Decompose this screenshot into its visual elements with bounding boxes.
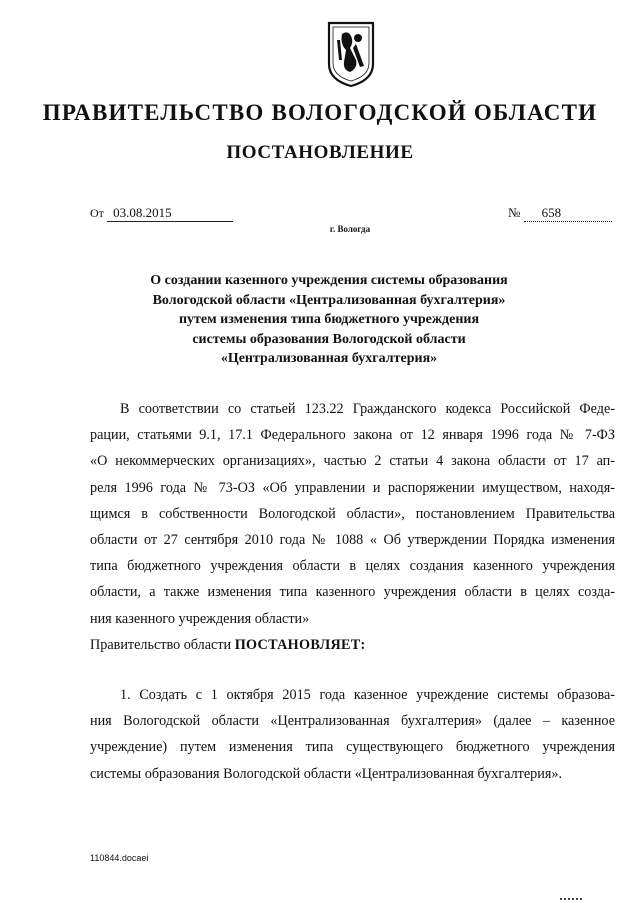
- subject-line: О создании казенного учреждения системы образования: [150, 273, 508, 288]
- city-label: г. Вологда: [329, 224, 371, 234]
- date-value: 03.08.2015: [107, 205, 233, 222]
- clause-1-paragraph: [90, 682, 615, 787]
- resolve-word: ПОСТАНОВЛЯЕТ:: [234, 637, 366, 653]
- paragraph-line: области, а также изменения типа казенного учреждения области в целях созда-: [90, 584, 615, 601]
- resolve-statement: [90, 637, 366, 654]
- file-code: 110844.docaei: [90, 853, 149, 863]
- preamble-paragraph: [90, 396, 615, 632]
- paragraph-line: области от 27 сентября 2010 года № 1088 « Об утверждении Порядка изменения: [90, 531, 615, 548]
- subject-line: «Централизованная бухгалтерия»: [220, 351, 438, 366]
- document-date: [90, 205, 233, 222]
- paragraph-line: учреждение) путем изменения типа существующего бюджетного учреждения: [90, 739, 615, 756]
- paragraph-line: типа бюджетного учреждения области в целях создания казенного учреждения: [90, 558, 615, 575]
- document-number: [508, 205, 612, 222]
- coat-of-arms-icon: [326, 20, 376, 88]
- number-value: 658: [524, 205, 612, 222]
- scan-mark: [560, 898, 582, 903]
- number-prefix: №: [508, 205, 521, 220]
- paragraph-line: реля 1996 года № 73-ОЗ «Об управлении и распоряжении имуществом, находя-: [90, 479, 615, 496]
- organization-title: ПРАВИТЕЛЬСТВО ВОЛОГОДСКОЙ ОБЛАСТИ: [42, 100, 598, 125]
- subject-line: Вологодской области «Централизованная бухгалтерия»: [152, 292, 506, 308]
- paragraph-line: системы образования Вологодской области «Централизованная бухгалтерия».: [90, 765, 563, 782]
- paragraph-line: щимся в собственности Вологодской области», постановлением Правительства: [90, 505, 615, 522]
- subject-line: системы образования Вологодской области: [192, 331, 466, 347]
- paragraph-line: В соответствии со статьей 123.22 Гражданского кодекса Российской Феде-: [120, 401, 615, 417]
- resolve-prefix: Правительство области: [90, 637, 232, 653]
- date-prefix: От: [90, 206, 104, 220]
- paragraph-line: рации, статьями 9.1, 17.1 Федерального закона от 12 января 1996 года № 7-ФЗ: [90, 427, 615, 444]
- paragraph-line: ния Вологодской области «Централизованная бухгалтерия» (далее – казенное: [90, 713, 615, 730]
- paragraph-line: 1. Создать с 1 октября 2015 года казенное учреждение системы образова-: [120, 687, 615, 703]
- document-subject: [80, 271, 578, 369]
- paragraph-line: ния казенного учреждения области»: [90, 610, 310, 627]
- document-type: ПОСТАНОВЛЕНИЕ: [226, 142, 414, 163]
- paragraph-line: «О некоммерческих организациях», частью 2 статьи 4 закона области от 17 ап-: [90, 453, 615, 470]
- subject-line: путем изменения типа бюджетного учреждения: [178, 312, 480, 327]
